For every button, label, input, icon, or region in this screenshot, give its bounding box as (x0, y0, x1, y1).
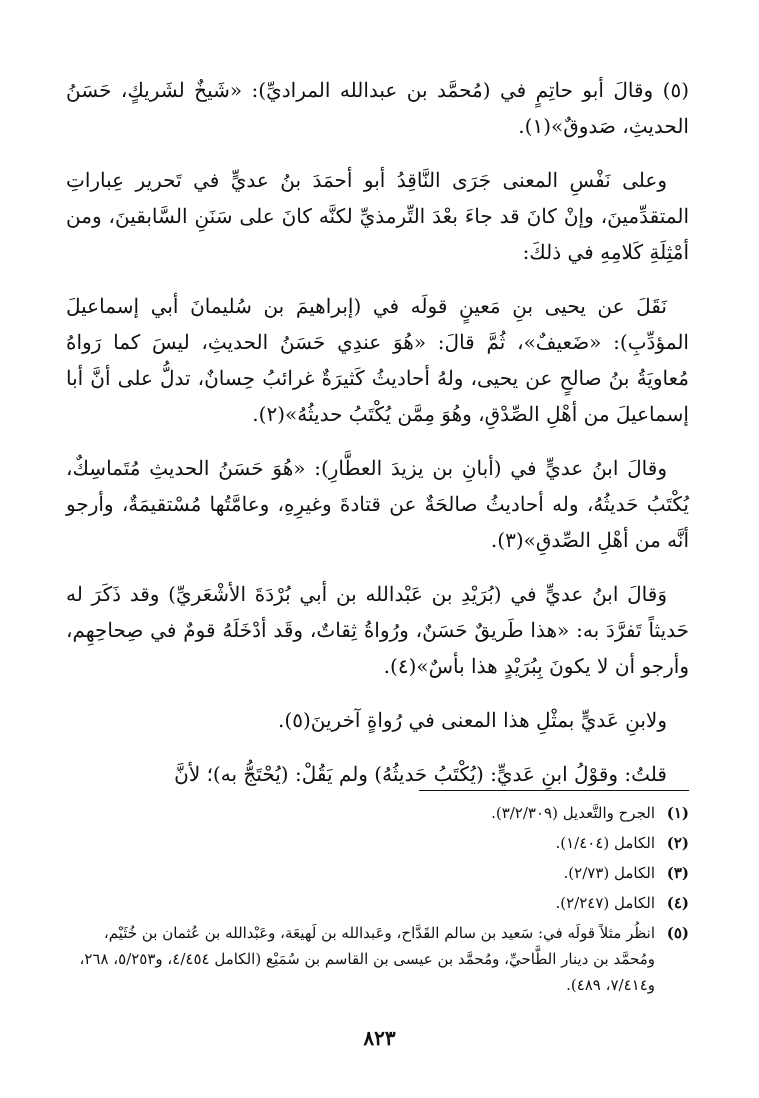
footnote-number: (٤) (666, 894, 689, 912)
main-text (66, 72, 689, 810)
footnote-number: (٥) (666, 924, 689, 942)
paragraph: وعلى نَفْسِ المعنى جَرَى النَّاقِدُ أبو أحمَدَ بنُ عديٍّ في تَحرير عِباراتِ المتقدِّمينَ، وإنْ كانَ قد جاءَ بعْدَ التِّرمذيِّ لكنَّه كانَ على سَنَنِ السَّابقينَ، ومن أمْثِلَةِ كَلامِهِ في ذلكَ: (66, 168, 689, 264)
footnote-text: الكامل (٢/٧٣). (563, 864, 655, 882)
footnote (66, 830, 689, 856)
paragraph: وَقالَ ابنُ عديٍّ في (بُرَيْدِ بن عَبْدالله بن أبي بُرْدَةَ الأشْعَريِّ) وقد ذَكَرَ له حَديثاً تَفرَّدَ به: «هذا طَريقٌ حَسَنٌ، ورُواةُ ثِقاتٌ، وقَد أدْخَلَهُ قومٌ في صِحاحِهِم، وأرجو أن لا يكونَ بِبُرَيْدٍ هذا بأسٌ»(٤). (66, 582, 689, 678)
footnote (66, 800, 689, 826)
paragraph: نَقَلَ عن يحيى بنِ مَعينٍ قولَه في (إبراهيمَ بن سُليمانَ أبي إسماعيلَ المؤدِّبِ): «ضَعيفٌ»، ثُمَّ قالَ: «هُوَ عندِي حَسَنُ الحديثِ، ليسَ كما رَواهُ مُعاويَةُ بنُ صالحٍ عن يحيى، ولهُ أحاديثُ كَثيرَةٌ غرائبُ حِسانٌ، تدلُّ على أنَّ أبا إسماعيلَ من أهْلِ الصِّدْقِ، وهُوَ مِمَّن يُكْتَبُ حديثُهُ»(٢). (66, 294, 689, 426)
footnote-text: الكامل (٢/٢٤٧). (555, 894, 655, 912)
page-number: ٨٢٣ (363, 1026, 396, 1050)
footnote-text: انظُر مثلاً قولَه في: سَعيد بن سالم القَدَّاح، وعَبدالله بن لَهيعَة، وعَبْدالله بن عُثمان بن خُثَيْم، ومُحمَّد بن دينار الطَّاحيِّ، ومُحمَّد بن عيسى بن القاسم بن سُمَيْع (الكامل ٤/٤٥٤، و٥/٢٥٣، ٢٦٨، و٧/٤١٤، ٤٨٩). (79, 924, 655, 994)
paragraph: ولابنِ عَديٍّ بمثْلِ هذا المعنى في رُواةٍ آخرينَ(٥). (278, 708, 667, 732)
footnote-text: الكامل (١/٤٠٤). (555, 834, 655, 852)
footnote-text: الجرح والتَّعديل (٣/٢/٣٠٩). (491, 804, 655, 822)
footnote (66, 920, 689, 998)
footnote (66, 860, 689, 886)
footnote-number: (٣) (666, 864, 689, 882)
footnotes (66, 800, 689, 1002)
paragraph: (٥) وقالَ أبو حاتِمٍ في (مُحمَّد بن عبدالله المراديِّ): «شَيخٌ لشَريكٍ، حَسَنُ الحديثِ، صَدوقٌ»(١). (66, 78, 689, 138)
footnote-number: (١) (666, 804, 689, 822)
paragraph: قلتُ: وقوْلُ ابنِ عَديٍّ: (يُكْتَبُ حَديثُهُ) ولم يَقُلْ: (يُحْتَجُّ به)؛ لأنَّ (174, 762, 667, 786)
footnote (66, 890, 689, 916)
footnote-number: (٢) (666, 834, 689, 852)
footnote-divider (419, 790, 689, 791)
paragraph: وقالَ ابنُ عديٍّ في (أبانِ بن يزيدَ العطَّارِ): «هُوَ حَسَنُ الحديثِ مُتَماسِكٌ، يُكْتَبُ حَديثُهُ، وله أحاديثُ صالحَةٌ عن قتادةَ وغيرِهِ، وعامَّتُها مُسْتقيمَةٌ، وأرجو أنَّه من أهْلِ الصِّدقِ»(٣). (66, 456, 689, 552)
